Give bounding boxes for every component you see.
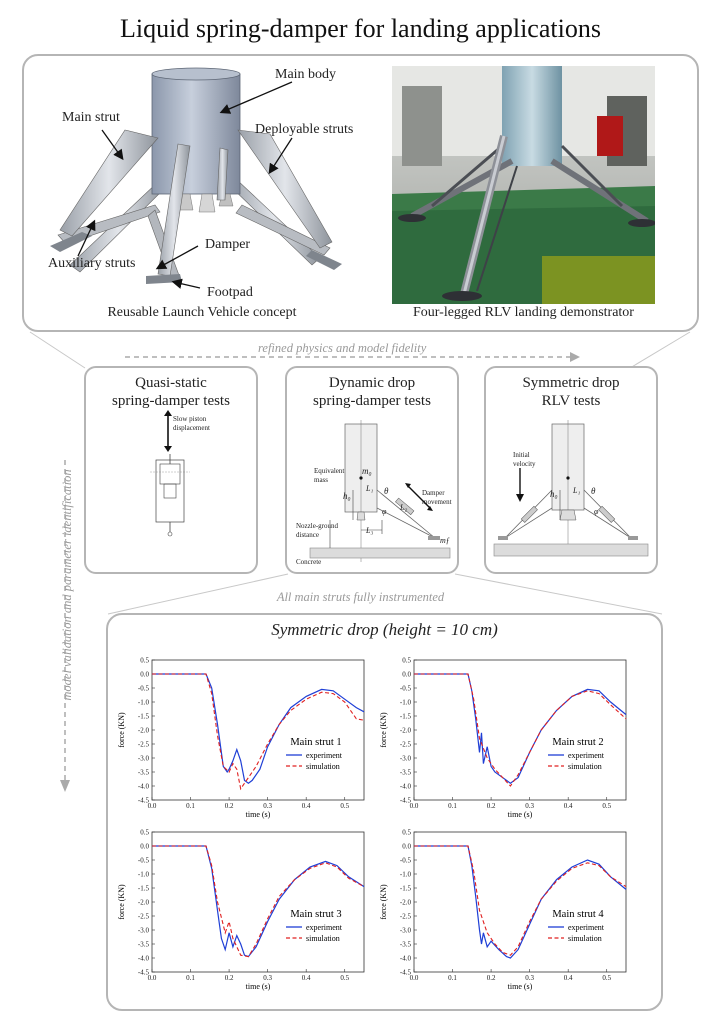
label-slow-piston-line1: Slow piston <box>173 415 207 423</box>
box-quasi-static-title <box>84 374 258 410</box>
y-tick-label: 0.5 <box>140 656 149 665</box>
x-tick-label: 0.3 <box>263 974 273 982</box>
rlv-concept-drawing <box>30 60 370 310</box>
strut-label: Main strut 2 <box>552 737 604 748</box>
y-tick-label: -1.0 <box>399 870 411 879</box>
y-tick-label: -4.0 <box>137 782 149 791</box>
label-auxiliary-struts: Auxiliary struts <box>48 256 136 271</box>
legend-experiment-label: experiment <box>306 923 342 932</box>
label-main-body: Main body <box>275 67 337 82</box>
label-slow-piston <box>173 415 210 433</box>
x-tick-label: 0.1 <box>186 802 195 810</box>
y-tick-label: -1.5 <box>137 712 149 721</box>
box-symmetric-drop-title-line2: RLV tests <box>541 393 601 409</box>
y-tick-label: -2.0 <box>399 898 411 907</box>
y-tick-label: -2.5 <box>137 912 149 921</box>
label-initial-velocity-line2: velocity <box>513 460 536 468</box>
plot-frame <box>152 660 364 800</box>
x-tick-label: 0.2 <box>224 802 234 810</box>
label-sym-l1: L₁ <box>573 486 581 495</box>
box-dynamic-drop-title <box>285 374 459 410</box>
y-tick-label: -2.0 <box>137 726 149 735</box>
y-tick-label: -3.0 <box>137 926 149 935</box>
y-tick-label: 0.0 <box>402 842 411 851</box>
plot-frame <box>152 832 364 972</box>
y-tick-label: 0.0 <box>140 842 149 851</box>
y-tick-label: -3.5 <box>399 768 411 777</box>
page-title: Liquid spring-damper for landing applications <box>120 14 601 43</box>
x-tick-label: 0.2 <box>224 974 234 982</box>
y-axis-label: force (KN) <box>117 884 126 920</box>
label-deployable-struts: Deployable struts <box>255 122 354 137</box>
x-axis-label: time (s) <box>245 810 271 819</box>
label-l2: L₂ <box>400 503 408 512</box>
label-initial-velocity-line1: Initial <box>513 451 530 459</box>
y-tick-label: -1.5 <box>399 884 411 893</box>
label-nozzle-distance-line2: distance <box>296 531 319 539</box>
box-dynamic-drop-title-line2: spring-damper tests <box>313 393 431 409</box>
middle-note: All main struts fully instrumented <box>276 590 445 604</box>
legend-experiment-label: experiment <box>568 923 604 932</box>
y-tick-label: -0.5 <box>399 684 411 693</box>
y-axis-label: force (KN) <box>379 884 388 920</box>
label-l3: L₃ <box>366 526 374 535</box>
horizontal-arrow-note: refined physics and model fidelity <box>258 341 427 355</box>
label-sym-theta: θ <box>591 486 596 496</box>
y-tick-label: -4.5 <box>137 968 149 977</box>
demonstrator-caption: Four-legged RLV landing demonstrator <box>413 305 634 320</box>
legend-simulation-label: simulation <box>306 762 340 771</box>
y-tick-label: -4.5 <box>399 968 411 977</box>
y-tick-label: -3.5 <box>399 940 411 949</box>
y-tick-label: 0.0 <box>402 670 411 679</box>
chart-main-strut-2 <box>376 650 638 822</box>
plot-frame <box>414 832 626 972</box>
label-m0: m₀ <box>362 466 372 476</box>
y-tick-label: 0.5 <box>402 656 411 665</box>
label-damper-movement-line2: movement <box>422 498 452 506</box>
x-tick-label: 0.4 <box>301 974 311 982</box>
y-tick-label: -2.0 <box>137 898 149 907</box>
x-tick-label: 0.3 <box>525 802 535 810</box>
x-tick-label: 0.3 <box>525 974 535 982</box>
y-tick-label: -4.0 <box>137 954 149 963</box>
x-tick-label: 0.0 <box>147 802 157 810</box>
y-tick-label: -1.5 <box>137 884 149 893</box>
y-tick-label: -3.0 <box>399 926 411 935</box>
y-tick-label: -1.0 <box>137 698 149 707</box>
x-axis-label: time (s) <box>245 982 271 991</box>
y-tick-label: -3.5 <box>137 940 149 949</box>
label-concrete: Concrete <box>296 558 322 566</box>
y-tick-label: -2.0 <box>399 726 411 735</box>
x-tick-label: 0.1 <box>186 974 195 982</box>
y-tick-label: -0.5 <box>137 856 149 865</box>
y-tick-label: 0.0 <box>140 670 149 679</box>
label-equivalent-mass <box>314 467 344 485</box>
y-tick-label: -4.0 <box>399 954 411 963</box>
y-tick-label: -1.0 <box>137 870 149 879</box>
x-tick-label: 0.5 <box>602 802 612 810</box>
chart-main-strut-1 <box>114 650 376 822</box>
label-nozzle-distance-line1: Nozzle-ground <box>296 522 338 530</box>
box-symmetric-drop-title-line1: Symmetric drop <box>522 375 620 391</box>
plot-frame <box>414 660 626 800</box>
y-tick-label: -4.5 <box>137 796 149 805</box>
label-theta: θ <box>384 486 389 496</box>
label-nozzle-distance <box>296 522 338 540</box>
box-quasi-static-title-line1: Quasi-static <box>135 375 207 391</box>
concept-caption: Reusable Launch Vehicle concept <box>107 305 297 320</box>
x-axis-label: time (s) <box>507 810 533 819</box>
y-tick-label: -0.5 <box>137 684 149 693</box>
label-equivalent-mass-line2: mass <box>314 476 328 484</box>
strut-label: Main strut 4 <box>552 909 604 920</box>
legend-simulation-label: simulation <box>306 934 340 943</box>
x-tick-label: 0.0 <box>409 802 419 810</box>
label-damper: Damper <box>205 237 251 252</box>
y-axis-label: force (KN) <box>117 712 126 748</box>
y-tick-label: -2.5 <box>137 740 149 749</box>
label-l1: L₁ <box>366 484 374 493</box>
y-tick-label: 0.5 <box>140 828 149 837</box>
legend-simulation-label: simulation <box>568 762 602 771</box>
label-phi: φ <box>382 507 387 516</box>
bottom-panel-title: Symmetric drop (height = 10 cm) <box>271 620 498 639</box>
label-initial-velocity <box>513 451 536 469</box>
legend-experiment-label: experiment <box>568 751 604 760</box>
y-tick-label: -3.5 <box>137 768 149 777</box>
label-footpad: Footpad <box>207 285 253 300</box>
y-tick-label: -1.5 <box>399 712 411 721</box>
y-tick-label: -3.0 <box>399 754 411 763</box>
x-tick-label: 0.1 <box>448 802 457 810</box>
label-mf: mƒ <box>440 536 450 545</box>
x-tick-label: 0.5 <box>602 974 612 982</box>
vertical-arrow-note: model validation and parameter identification <box>60 469 74 701</box>
label-main-strut: Main strut <box>62 110 120 125</box>
x-tick-label: 0.4 <box>301 802 311 810</box>
y-tick-label: -0.5 <box>399 856 411 865</box>
y-tick-label: -2.5 <box>399 912 411 921</box>
legend-experiment-label: experiment <box>306 751 342 760</box>
label-slow-piston-line2: displacement <box>173 424 210 432</box>
x-tick-label: 0.1 <box>448 974 457 982</box>
y-tick-label: -2.5 <box>399 740 411 749</box>
x-axis-label: time (s) <box>507 982 533 991</box>
label-equivalent-mass-line1: Equivalent <box>314 467 345 475</box>
x-tick-label: 0.5 <box>340 974 350 982</box>
y-tick-label: -3.0 <box>137 754 149 763</box>
x-tick-label: 0.0 <box>147 974 157 982</box>
label-sym-phi: φ <box>594 507 599 516</box>
box-quasi-static-title-line2: spring-damper tests <box>112 393 230 409</box>
label-h0: h₀ <box>343 491 351 501</box>
x-tick-label: 0.3 <box>263 802 273 810</box>
x-tick-label: 0.4 <box>563 802 573 810</box>
y-tick-label: -4.0 <box>399 782 411 791</box>
y-tick-label: 0.5 <box>402 828 411 837</box>
y-tick-label: -1.0 <box>399 698 411 707</box>
y-axis-label: force (KN) <box>379 712 388 748</box>
label-damper-movement-line1: Damper <box>422 489 445 497</box>
demonstrator-photo <box>392 66 655 304</box>
label-damper-movement <box>422 489 452 507</box>
x-tick-label: 0.0 <box>409 974 419 982</box>
x-tick-label: 0.2 <box>486 802 496 810</box>
x-tick-label: 0.2 <box>486 974 496 982</box>
x-tick-label: 0.5 <box>340 802 350 810</box>
box-symmetric-drop-title <box>484 374 658 410</box>
legend-simulation-label: simulation <box>568 934 602 943</box>
chart-main-strut-4 <box>376 822 638 994</box>
strut-label: Main strut 3 <box>290 909 342 920</box>
label-sym-h0: h₀ <box>550 489 558 499</box>
strut-label: Main strut 1 <box>290 737 342 748</box>
x-tick-label: 0.4 <box>563 974 573 982</box>
y-tick-label: -4.5 <box>399 796 411 805</box>
box-dynamic-drop-title-line1: Dynamic drop <box>328 375 416 391</box>
chart-main-strut-3 <box>114 822 376 994</box>
